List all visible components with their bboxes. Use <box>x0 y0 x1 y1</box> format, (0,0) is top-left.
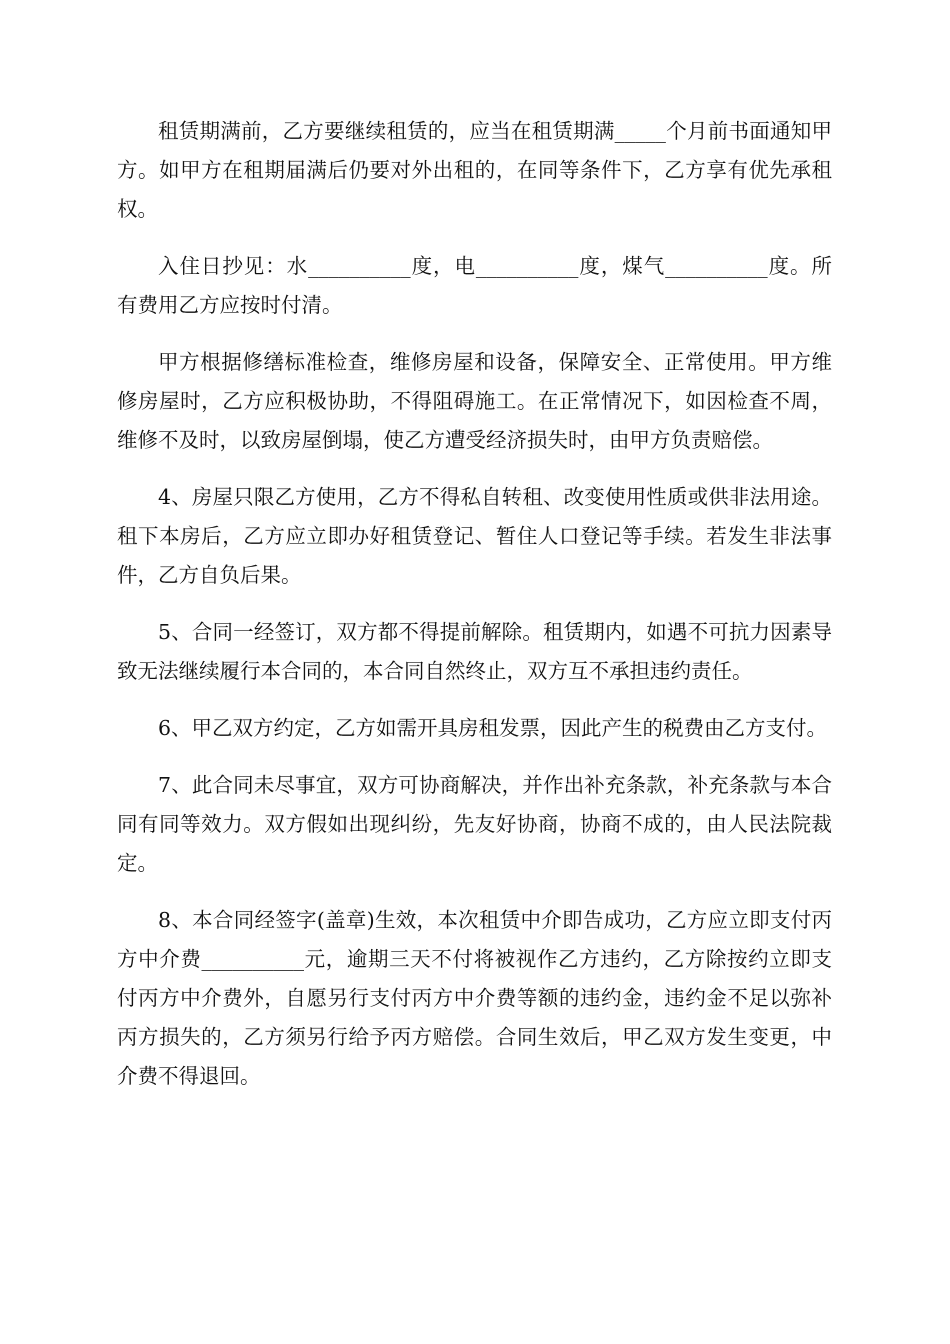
document-body <box>117 112 832 1114</box>
paragraph-clause-7: 7、此合同未尽事宜，双方可协商解决，并作出补充条款，补充条款与本合同有同等效力。双方假如出现纠纷，先友好协商，协商不成的，由人民法院裁定。 <box>117 773 832 875</box>
paragraph-clause-5: 5、合同一经签订，双方都不得提前解除。租赁期内，如遇不可抗力因素导致无法继续履行本合同的，本合同自然终止，双方互不承担违约责任。 <box>117 620 832 683</box>
paragraph-repair-duties: 甲方根据修缮标准检查，维修房屋和设备，保障安全、正常使用。甲方维修房屋时，乙方应积极协助，不得阻碍施工。在正常情况下，如因检查不周，维修不及时，以致房屋倒塌，使乙方遭受经济损失时，由甲方负责赔偿。 <box>117 350 832 452</box>
paragraph-clause-8: 8、本合同经签字(盖章)生效，本次租赁中介即告成功，乙方应立即支付丙方中介费__________元，逾期三天不付将被视作乙方违约，乙方除按约立即支付丙方中介费外，自愿另行支付丙方中介费等额的违约金，违约金不足以弥补丙方损失的，乙方须另行给予丙方赔偿。合同生效后，甲乙双方发生变更，中介费不得退回。 <box>117 908 832 1088</box>
paragraph-meter-readings: 入住日抄见：水__________度，电__________度，煤气__________度。所有费用乙方应按时付清。 <box>117 254 832 317</box>
paragraph-renewal-notice: 租赁期满前，乙方要继续租赁的，应当在租赁期满_____个月前书面通知甲方。如甲方在租期届满后仍要对外出租的，在同等条件下，乙方享有优先承租权。 <box>117 119 832 221</box>
paragraph-clause-6: 6、甲乙双方约定，乙方如需开具房租发票，因此产生的税费由乙方支付。 <box>158 716 828 740</box>
paragraph-clause-4: 4、房屋只限乙方使用，乙方不得私自转租、改变使用性质或供非法用途。租下本房后，乙方应立即办好租赁登记、暂住人口登记等手续。若发生非法事件，乙方自负后果。 <box>117 485 832 587</box>
